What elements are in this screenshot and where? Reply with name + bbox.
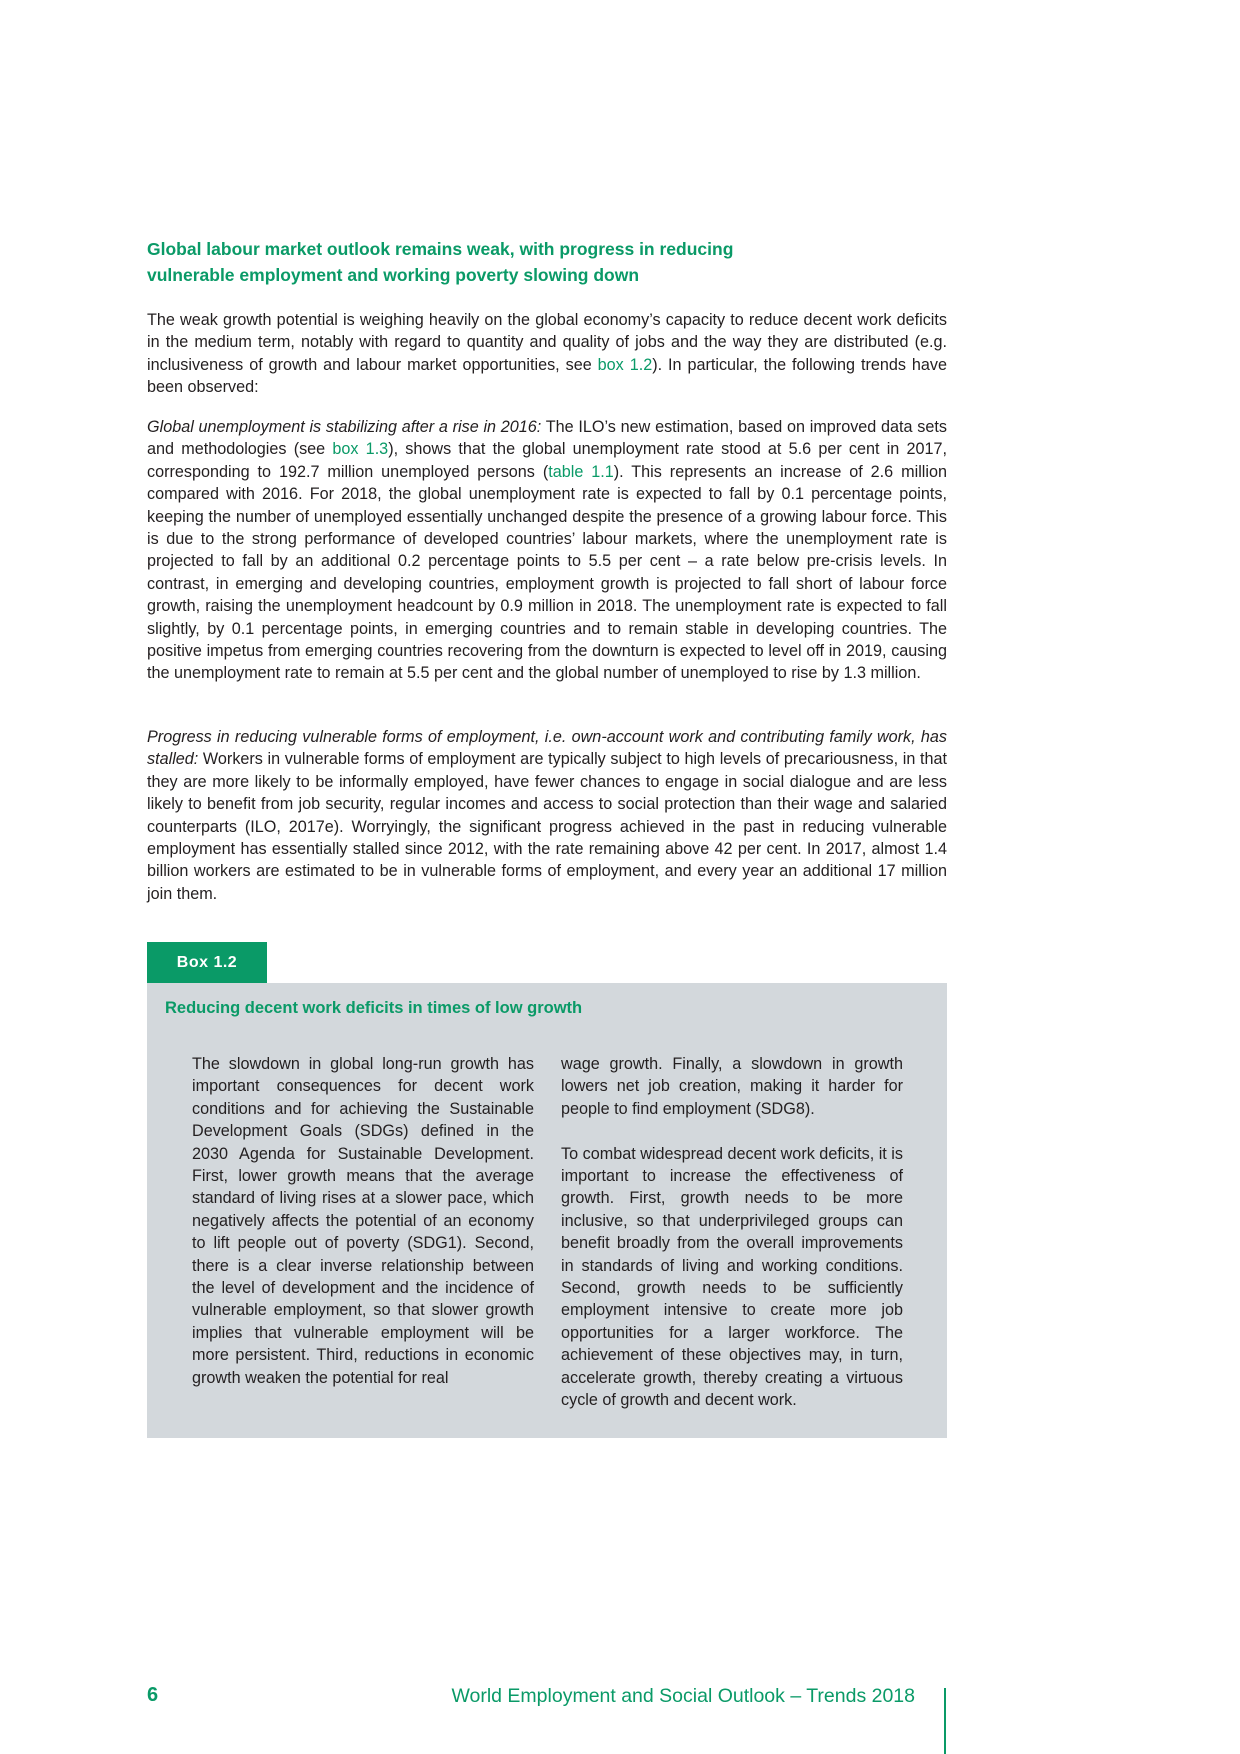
publication-title: World Employment and Social Outlook – Trends 2018 [451,1685,915,1707]
footer-divider [944,1688,946,1754]
intro-text-a: The weak growth potential is weighing heavily on the global economy’s capacity to reduce decent work deficits in the medium term, notably with regard to quantity and quality of jobs and the way they are distributed (e.g. inclusiveness of growth and labour market opportunities, see [147,311,947,374]
box-right-paragraph-2: To combat widespread decent work deficits, it is important to increase the effectiveness of growth. First, growth needs to be more inclusive, so that underprivileged groups can benefit broadly from the overall improvements in standards of living and working conditions. Second, growth needs to be sufficiently employment intensive to create more job opportunities for a larger workforce. The achievement of these objectives may, in turn, accelerate growth, thereby creating a virtuous cycle of growth and decent work. [561,1144,903,1410]
unemployment-text-b: ), shows that the global unemployment rate stood at 5.6 per cent in 2017, corresponding to 192.7 million unemployed persons ( [147,440,948,481]
section-heading-line-1: Global labour market outlook remains weak, with progress in reducing [147,239,734,259]
box-tab-label: Box 1.2 [147,942,267,983]
box-right-paragraph-1: wage growth. Finally, a slowdown in growth lowers net job creation, making it harder for people to find employment (SDG8). [561,1055,903,1118]
unemployment-lead: Global unemployment is stabilizing after a rise in 2016: [147,418,542,436]
intro-text-b: ). In particular, the following trends have been observed: [147,355,947,397]
box-title: Reducing decent work deficits in times of low growth [165,999,583,1017]
box-left-column [192,1053,534,1411]
box-1-3-link[interactable]: box 1.3 [332,440,389,459]
box-panel [147,983,947,1438]
unemployment-text-a: The ILO’s new estimation, based on improved data sets and methodologies (see [147,418,947,459]
intro-paragraph [147,309,947,399]
box-1-2-link[interactable]: box 1.2 [597,355,653,374]
box-right-column [561,1053,903,1434]
section-heading [147,236,787,288]
table-1-1-link[interactable]: table 1.1 [548,462,614,481]
vulnerable-employment-paragraph [147,726,947,905]
unemployment-paragraph [147,416,947,685]
section-heading-line-2: vulnerable employment and working poverty slowing down [147,265,640,285]
page-number: 6 [147,1684,159,1706]
vulnerable-employment-lead: Progress in reducing vulnerable forms of employment, i.e. own-account work and contributing family work, has stalled: [147,728,947,769]
vulnerable-employment-text: Workers in vulnerable forms of employment are typically subject to high levels of precariousness, in that they are more likely to be informally employed, have fewer chances to engage in social dialogue and are less likely to benefit from job security, regular incomes and access to social protection than their wage and salaried counterparts (ILO, 2017e). Worryingly, the significant progress achieved in the past in reducing vulnerable employment has essentially stalled since 2012, with the rate remaining above 42 per cent. In 2017, almost 1.4 billion workers are estimated to be in vulnerable forms of employment, and every year an additional 17 million join them. [147,750,947,903]
unemployment-text-c: ). This represents an increase of 2.6 million compared with 2016. For 2018, the global unemployment rate is expected to fall by 0.1 percentage points, keeping the number of unemployed essentially unchanged despite the presence of a growing labour force. This is due to the strong performance of developed countries’ labour markets, where the unemployment rate is projected to fall by an additional 0.2 percentage points to 5.5 per cent – a rate below pre-crisis levels. In contrast, in emerging and developing countries, employment growth is projected to fall short of labour force growth, raising the unemployment headcount by 0.9 million in 2018. The unemployment rate is expected to fall slightly, by 0.1 percentage points, in emerging countries and to remain stable in developing countries. The positive impetus from emerging countries recovering from the downturn is expected to level off in 2019, causing the unemployment rate to remain at 5.5 per cent and the global number of unemployed to rise by 1.3 million. [147,462,947,683]
box-left-paragraph: The slowdown in global long-run growth has important consequences for decent work conditions and for achieving the Sustainable Development Goals (SDGs) defined in the 2030 Agenda for Sustainable Development. First, lower growth means that the average standard of living rises at a slower pace, which negatively affects the potential of an economy to lift people out of poverty (SDG1). Second, there is a clear inverse relationship between the level of development and the incidence of vulnerable employment, so that slower growth implies that vulnerable employment will be more persistent. Third, reductions in economic growth weaken the potential for real [192,1055,534,1387]
